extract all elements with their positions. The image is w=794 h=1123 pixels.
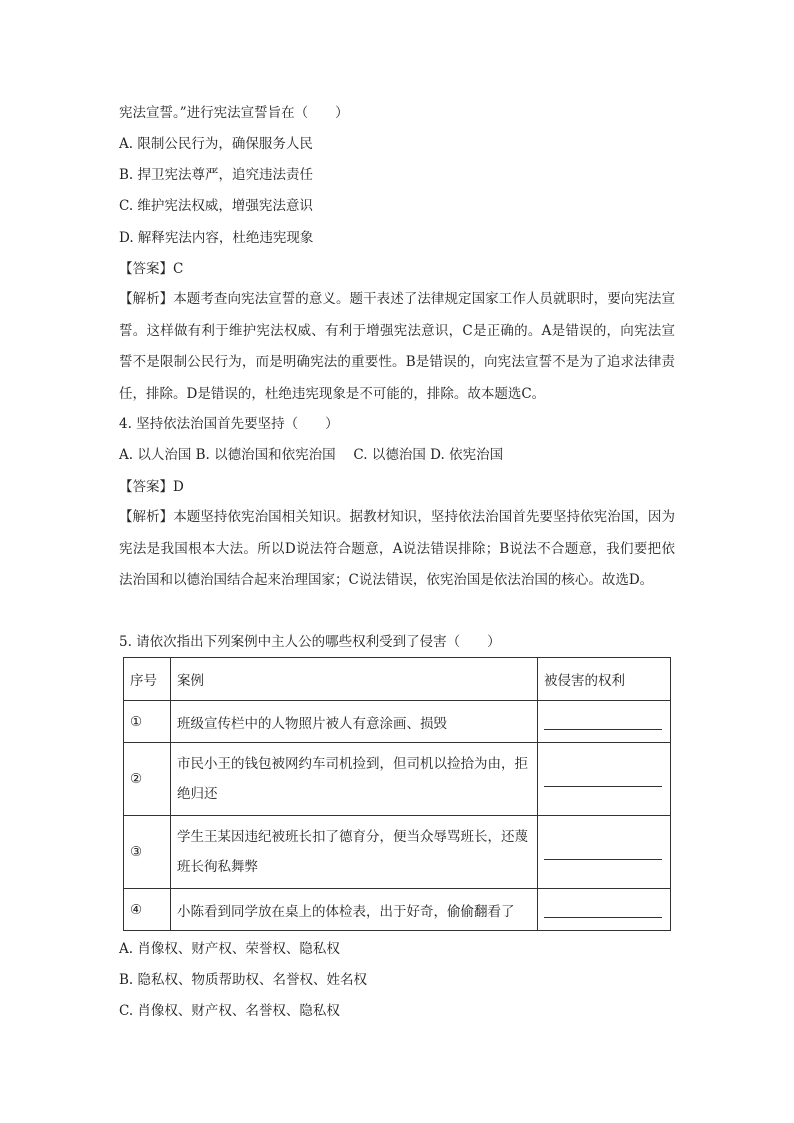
table-row — [124, 816, 671, 889]
row-case: 学生王某因违纪被班长扣了德育分，便当众辱骂班长，还蔑班长徇私舞弊 — [171, 816, 538, 889]
row-case: 市民小王的钱包被网约车司机捡到，但司机以捡拾为由，拒绝归还 — [171, 743, 538, 816]
q4-answer: 【答案】D — [119, 479, 184, 495]
q5-option-a: A. 肖像权、财产权、荣誉权、隐私权 — [119, 941, 340, 957]
q3-option-d: D. 解释宪法内容，杜绝违宪现象 — [119, 230, 314, 246]
question-5-stem: 5. 请依次指出下列案例中主人公的哪些权利受到了侵害（ ） — [119, 634, 501, 650]
q5-option-b: B. 隐私权、物质帮助权、名誉权、姓名权 — [119, 972, 368, 988]
q3-option-a: A. 限制公民行为，确保服务人民 — [119, 136, 313, 152]
table-row — [124, 743, 671, 816]
q3-analysis: 【解析】本题考查向宪法宣誓的意义。题干表述了法律规定国家工作人员就职时，要向宪法宣誓。这样做有利于维护宪法权威、有利于增强宪法意识，C是正确的。A是错误的，向宪法宣誓不是限制公民行为，而是明确宪法的重要性。B是错误的，向宪法宣誓不是为了追求法律责任，排除。D是错误的，杜绝违宪现象是不可能的，排除。故本题选C。 — [119, 291, 675, 402]
q4-options: A. 以人治国 B. 以德治国和依宪治国 C. 以德治国 D. 依宪治国 — [119, 447, 504, 463]
q3-option-c: C. 维护宪法权威，增强宪法意识 — [119, 198, 313, 214]
table-header-row — [124, 658, 671, 701]
answer-blank[interactable] — [544, 903, 662, 918]
table-row — [124, 701, 671, 743]
answer-blank-cell — [538, 701, 671, 743]
question-3-tail: 宪法宣誓。”进行宪法宣誓旨在（ ） — [119, 105, 349, 121]
q4-analysis: 【解析】本题坚持依宪治国相关知识。据教材知识，坚持依法治国首先要坚持依宪治国，因为宪法是我国根本大法。所以D说法符合题意，A说法错误排除；B说法不合题意，我们要把依法治国和以德治国结合起来治理国家；C说法错误，依宪治国是依法治国的核心。故选D。 — [119, 509, 675, 588]
q3-answer: 【答案】C — [119, 261, 184, 277]
row-case: 班级宣传栏中的人物照片被人有意涂画、损毁 — [171, 701, 538, 743]
row-case: 小陈看到同学放在桌上的体检表，出于好奇，偷偷翻看了 — [171, 889, 538, 931]
answer-blank-cell — [538, 816, 671, 889]
question-4-stem: 4. 坚持依法治国首先要坚持（ ） — [119, 416, 339, 432]
header-right: 被侵害的权利 — [538, 658, 671, 701]
answer-blank[interactable] — [544, 845, 662, 860]
row-number: ③ — [124, 816, 171, 889]
q5-option-c: C. 肖像权、财产权、名誉权、隐私权 — [119, 1003, 340, 1019]
row-number: ① — [124, 701, 171, 743]
rights-case-table — [123, 657, 671, 931]
table-row — [124, 889, 671, 931]
header-seq: 序号 — [124, 658, 171, 701]
answer-blank-cell — [538, 889, 671, 931]
answer-blank[interactable] — [544, 772, 662, 787]
header-case: 案例 — [171, 658, 538, 701]
row-number: ② — [124, 743, 171, 816]
answer-blank-cell — [538, 743, 671, 816]
row-number: ④ — [124, 889, 171, 931]
answer-blank[interactable] — [544, 715, 662, 730]
q3-option-b: B. 捍卫宪法尊严，追究违法责任 — [119, 167, 314, 183]
